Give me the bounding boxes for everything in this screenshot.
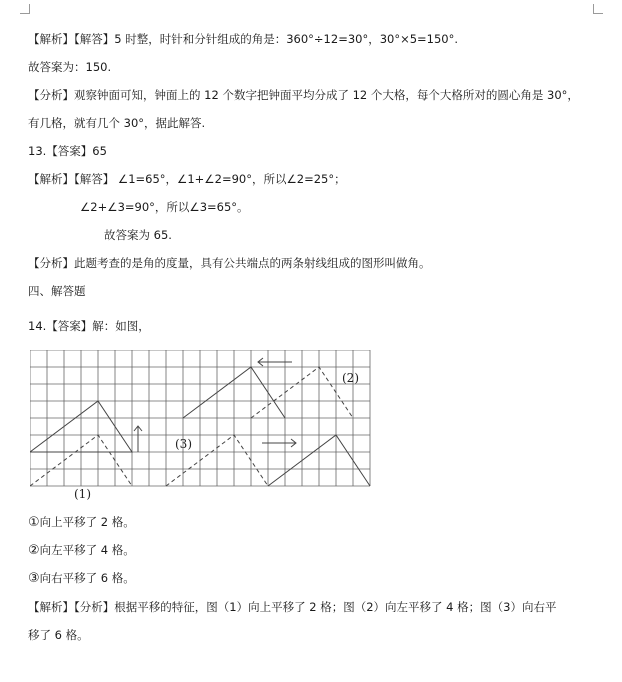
figure-label-1: (1) xyxy=(74,487,91,500)
q13-solution-line-2: ∠2+∠3=90°，所以∠3=65°。 xyxy=(80,200,249,214)
page-corner-mark-right xyxy=(593,4,603,14)
answer-item-3 xyxy=(28,570,135,587)
q13-solution-line-1: 【解析】【解答】 ∠1=65°，∠1+∠2=90°，所以∠2=25°； xyxy=(28,172,346,186)
q12-explanation-line-2: 有几格，就有几个 30°，据此解答. xyxy=(28,116,206,130)
q13-analysis-line: 【分析】此题考查的是角的度量，具有公共端点的两条射线组成的图形叫做角。 xyxy=(28,256,431,270)
answer-item-3-text: 向右平移了 6 格。 xyxy=(39,571,135,585)
circled-number-1: ① xyxy=(28,515,40,530)
q14-analysis-line-2: 移了 6 格。 xyxy=(28,628,89,642)
q12-explanation-line-1: 【分析】观察钟面可知，钟面上的 12 个数字把钟面平均分成了 12 个大格，每个大格所对的圆心角是 30°， xyxy=(28,88,579,102)
q13-answer-heading: 13.【答案】65 xyxy=(28,144,107,158)
circled-number-3: ③ xyxy=(28,571,40,586)
q13-answer-line: 故答案为 65. xyxy=(104,228,172,242)
q14-analysis-line-1: 【解析】【分析】根据平移的特征，图（1）向上平移了 2 格；图（2）向左平移了 4 格；图（3）向右平 xyxy=(28,600,557,614)
figure-label-2: (2) xyxy=(342,371,359,385)
shape-1-up-arrow xyxy=(134,426,142,452)
shape-3-right-arrow xyxy=(262,439,296,447)
answer-item-1-text: 向上平移了 2 格。 xyxy=(39,515,135,529)
answer-item-2-text: 向左平移了 4 格。 xyxy=(39,543,135,557)
translation-grid-figure xyxy=(30,350,376,500)
q12-analysis-line: 【解析】【解答】5 时整，时针和分针组成的角是：360°÷12=30°，30°×5=150°. xyxy=(28,32,459,46)
grid-lines xyxy=(30,350,370,486)
q14-answer-heading: 14.【答案】解：如图， xyxy=(28,319,150,333)
shape-2-left-arrow xyxy=(258,358,292,366)
page-corner-mark-left xyxy=(20,4,30,14)
answer-item-2 xyxy=(28,542,135,559)
q12-answer-line: 故答案为：150. xyxy=(28,60,112,74)
section-heading: 四、解答题 xyxy=(28,284,86,298)
answer-item-1 xyxy=(28,514,135,531)
circled-number-2: ② xyxy=(28,543,40,558)
figure-label-3: (3) xyxy=(175,437,192,451)
